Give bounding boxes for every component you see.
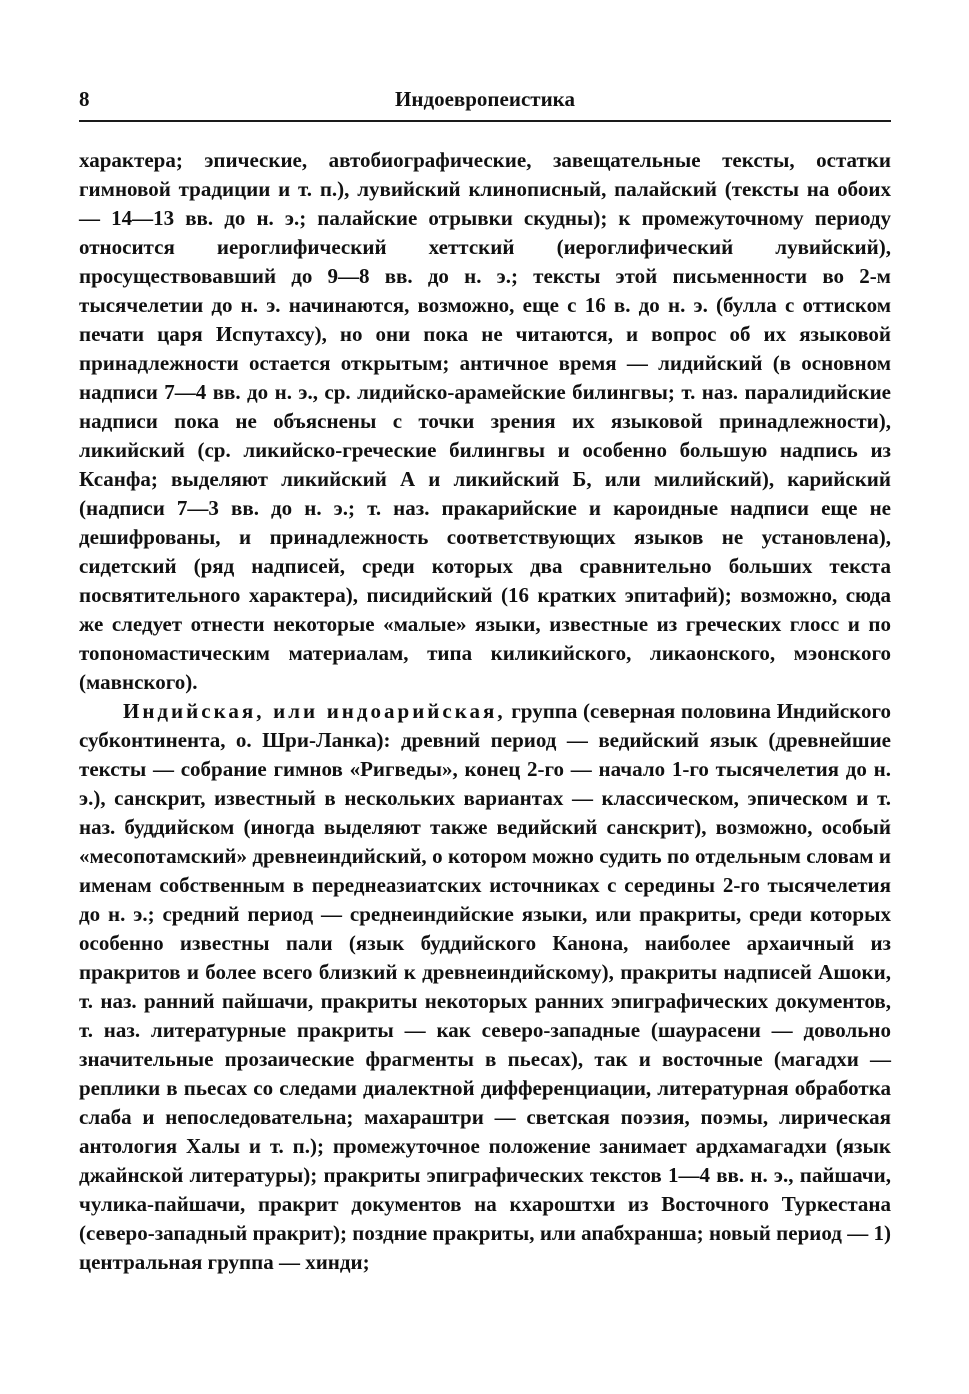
page-header xyxy=(79,84,891,122)
running-title: Индоевропеистика xyxy=(395,87,575,111)
paragraph-1-text: характера; эпические, автобиографические, завещательные тексты, остатки гимновой традиции и т. п.), лувийский клинописный, палайский (тексты на обоих — 14—13 вв. до н. э.; палайские отрывки скудны); к промежуточному периоду относится иероглифический хеттский (иероглифический лувийский), просуществовавший до 9—8 вв. до н. э.; тексты этой письменности во 2-м тысячелетии до н. э. начинаются, возможно, еще с 16 в. до н. э. (булла с оттиском печати царя Испутахсу), но они пока не читаются, и вопрос об их языковой принадлежности остается открытым; античное время — лидийский (в основном надписи 7—4 вв. до н. э., ср. лидийско-арамейские билингвы; т. наз. паралидийские надписи пока не объяснены с точки зрения их языковой принадлежности), ликийский (ср. ликийско-греческие билингвы и особенно большую надпись из Ксанфа; выделяют ликийский А и ликийский Б, или милийский), карийский (надписи 7—3 вв. до н. э.; т. наз. пракарийские и кароидные надписи еще не дешифрованы, и принадлежность соответствующих языков не установлена), сидетский (ряд надписей, среди которых два сравнительно больших текста посвятительного характера), писидийский (16 кратких эпитафий); возможно, сюда же следует отнести некоторые «малые» языки, известные из греческих глосс и по топономастическим материалам, типа киликийского, ликаонского, мэонского (мавнского). xyxy=(79,148,891,694)
paragraph-2-text: группа (северная половина Индийского субконтинента, о. Шри-Ланка): древний период — ведийский язык (древнейшие тексты — собрание гимнов «Ригведы», конец 2-го — начало 1-го тысячелетия до н. э.), санскрит, известный в нескольких вариантах — классическом, эпическом и т. наз. буддийском (иногда выделяют также ведийский санскрит), возможно, особый «месопотамский» древнеиндийский, о котором можно судить по отдельным словам и именам собственным в переднеазиатских источниках с середины 2-го тысячелетия до н. э.; средний период — среднеиндийские языки, или пракриты, среди которых особенно известны пали (язык буддийского Канона, наиболее архаичный из пракритов и более всего близкий к древнеиндийскому), пракриты надписей Ашоки, т. наз. ранний пайшачи, пракриты некоторых ранних эпиграфических документов, т. наз. литературные пракриты — как северо-западные (шаурасени — довольно значительные прозаические фрагменты в пьесах), так и восточные (магадхи — реплики в пьесах со следами диалектной дифференциации, литературная обработка слаба и непоследовательна; махараштри — светская поэзия, поэмы, лирическая антология Халы и т. п.); промежуточное положение занимает ардхамагадхи (язык джайнской литературы); пракриты эпиграфических текстов 1—4 вв. н. э., пайшачи, чулика-пайшачи, пракрит документов на кхароштхи из Восточного Туркестана (северо-западный пракрит); поздние пракриты, или апабхранша; новый период — 1) центральная группа — хинди; xyxy=(79,699,891,1274)
section-term: Индийская, или индоарийская, xyxy=(123,699,506,723)
page-number: 8 xyxy=(79,87,90,111)
paragraph-1 xyxy=(79,146,891,697)
paragraph-2 xyxy=(79,697,891,1277)
body-text xyxy=(79,146,891,1277)
